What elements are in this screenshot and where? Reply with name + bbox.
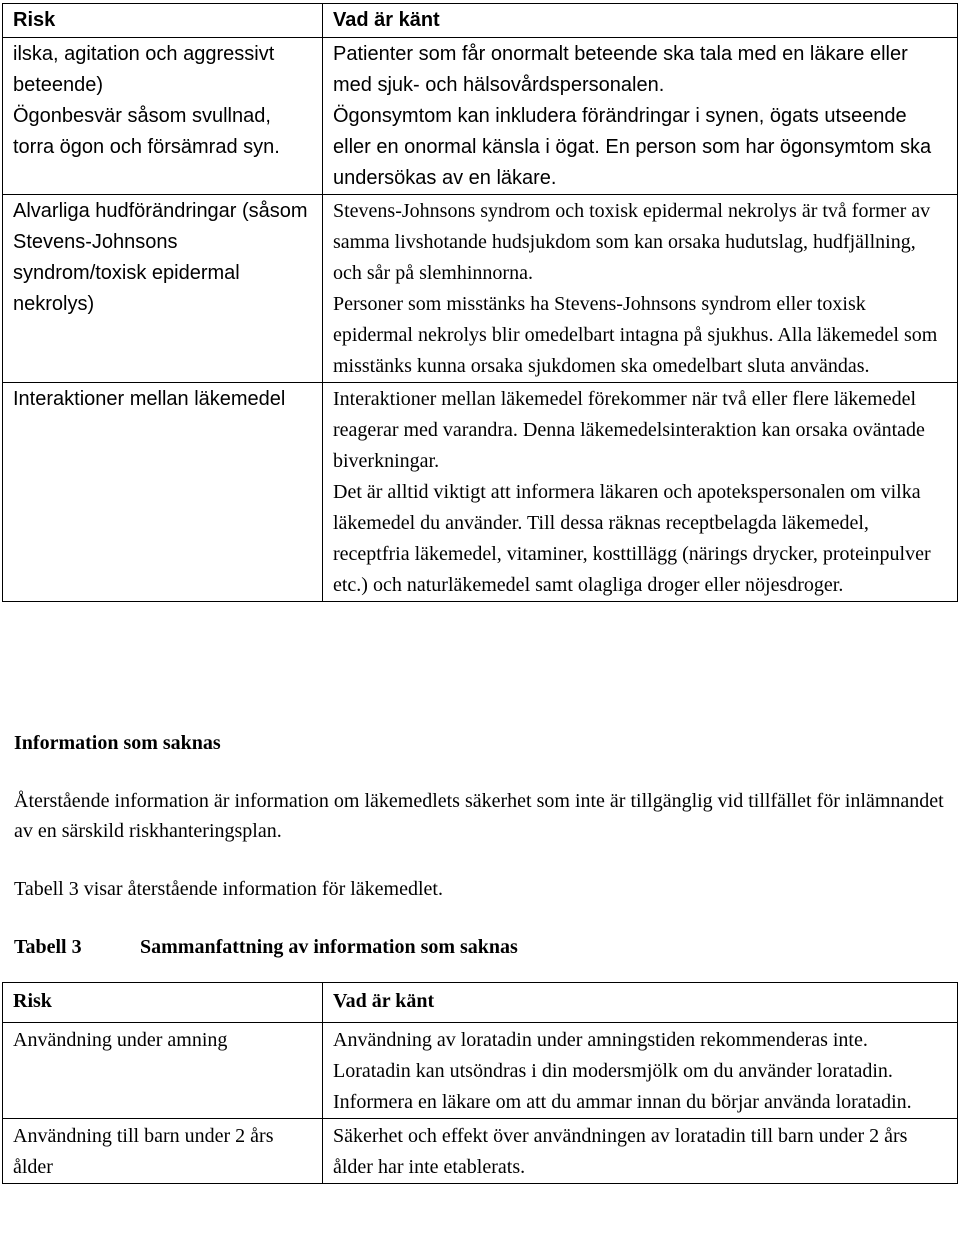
risk-table-continued (2, 3, 958, 602)
table-row (3, 383, 958, 602)
table-row (3, 195, 958, 383)
paragraph: Återstående information är information om läkemedlets säkerhet som inte är tillgänglig vid tillfället för inlämnandet av en särskild riskhanteringsplan. (14, 790, 944, 842)
table-header-row (3, 983, 958, 1023)
risk-cell (3, 383, 323, 602)
paragraph: Tabell 3 visar återstående information för läkemedlet. (14, 878, 443, 900)
risk-cell (3, 195, 323, 383)
known-cell (323, 38, 958, 195)
table-caption-label: Tabell 3 (14, 936, 82, 958)
table-caption (14, 932, 950, 962)
known-text: Användning av loratadin under amningstiden rekommenderas inte. Loratadin kan utsöndras i din modersmjölk om du använder loratadin. (333, 1029, 893, 1082)
risk-text: Interaktioner mellan läkemedel (13, 388, 286, 410)
risk-cell (3, 1023, 323, 1119)
known-text: Patienter som får onormalt beteende ska tala med en läkare eller med sjuk- och hälsovårdspersonalen. (333, 43, 908, 96)
section-heading: Information som saknas (14, 732, 221, 754)
known-text: Ögonsymtom kan inkludera förändringar i synen, ögats utseende eller en onormal känsla i ögat. En person som har ögonsymtom ska undersökas av en läkare. (333, 105, 932, 189)
risk-text: Ögonbesvär såsom svullnad, torra ögon och försämrad syn. (13, 105, 280, 158)
known-cell (323, 1119, 958, 1184)
risk-text: Alvarliga hudförändringar (såsom Stevens-Johnsons syndrom/toxisk epidermal nekrolys) (13, 200, 308, 315)
table-row (3, 1119, 958, 1184)
header-risk: Risk (3, 983, 323, 1023)
known-cell (323, 195, 958, 383)
risk-text: ilska, agitation och aggressivt beteende) (13, 43, 275, 96)
known-text: Stevens-Johnsons syndrom och toxisk epidermal nekrolys är två former av samma livshotande hudsjukdom som kan orsaka hudutslag, hudfjällning, och sår på slemhinnorna. (333, 200, 931, 284)
known-cell (323, 1023, 958, 1119)
table-header-row (3, 4, 958, 38)
known-text: Det är alltid viktigt att informera läkaren och apotekspersonalen om vilka läkemedel du använder. Till dessa räknas receptbelagda läkemedel, receptfria läkemedel, vitaminer, kosttillägg (närings drycker, proteinpulver etc.) och naturläkemedel samt olagliga droger eller nöjesdroger. (333, 481, 931, 596)
table-row (3, 38, 958, 195)
header-risk: Risk (3, 4, 323, 38)
table-caption-title: Sammanfattning av information som saknas (140, 936, 518, 958)
header-known: Vad är känt (323, 983, 958, 1023)
known-text: Säkerhet och effekt över användningen av loratadin till barn under 2 års ålder har inte etablerats. (333, 1125, 908, 1178)
missing-info-table (2, 982, 958, 1184)
risk-cell (3, 38, 323, 195)
risk-cell (3, 1119, 323, 1184)
known-cell (323, 383, 958, 602)
risk-text: Användning under amning (13, 1029, 228, 1051)
header-known: Vad är känt (323, 4, 958, 38)
risk-text: Användning till barn under 2 års ålder (13, 1125, 274, 1178)
table-row (3, 1023, 958, 1119)
known-text: Informera en läkare om att du ammar innan du börjar använda loratadin. (333, 1091, 912, 1113)
known-text: Interaktioner mellan läkemedel förekommer när två eller flere läkemedel reagerar med varandra. Denna läkemedelsinteraktion kan orsaka oväntade biverkningar. (333, 388, 925, 472)
known-text: Personer som misstänks ha Stevens-Johnsons syndrom eller toxisk epidermal nekrolys blir omedelbart intagna på sjukhus. Alla läkemedel som misstänks kunna orsaka sjukdomen ska omedelbart sluta användas. (333, 293, 938, 377)
